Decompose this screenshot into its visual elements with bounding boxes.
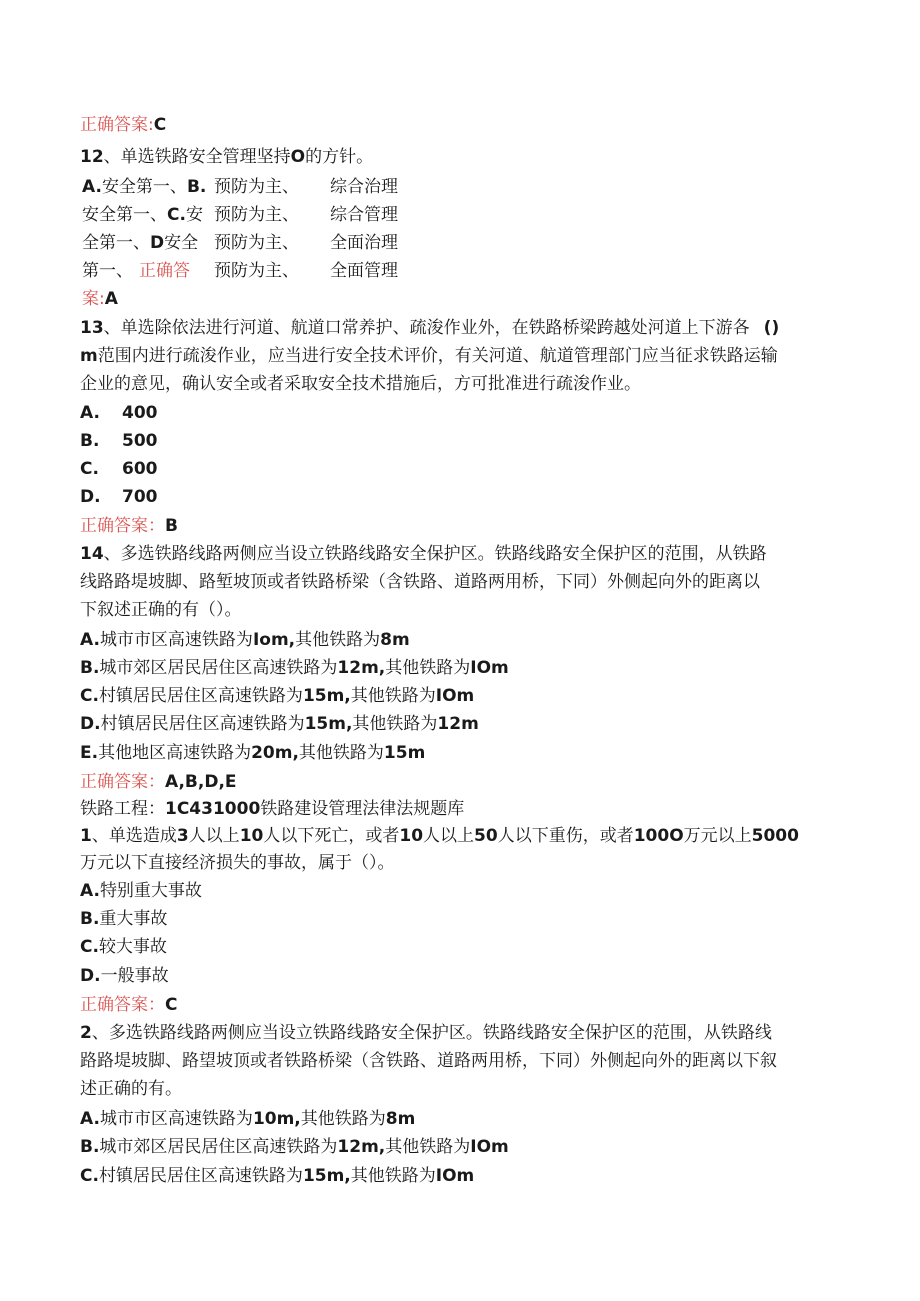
option-text: 城市市区高速铁路为: [99, 1109, 253, 1129]
s2-option-a: [80, 1109, 415, 1129]
answer-label: 正确答案：: [80, 772, 165, 792]
option-label: B.: [80, 1137, 100, 1157]
q14-answer: [80, 772, 237, 792]
q12-grid-r1-c2: 预防为主、: [214, 177, 299, 197]
option-text: 其他铁路为: [385, 1137, 471, 1157]
q13-option-b: [80, 431, 158, 451]
option-text: 较大事故: [98, 937, 167, 957]
option-label: B.: [80, 431, 100, 451]
option-value: IOm: [470, 1137, 509, 1157]
question-number-value: 100O: [633, 826, 684, 846]
answer-label: 正确答案：: [80, 516, 165, 536]
q12-grid-r2-c3: 综合管理: [330, 205, 398, 225]
opt-letter: B.: [186, 177, 207, 197]
option-text: 村镇居民居住区高速铁路为: [100, 714, 305, 734]
option-value: IOm: [435, 1166, 475, 1186]
option-label: A.: [80, 630, 100, 650]
question-14-line2: 线路路堤坡脚、路堑坡顶或者铁路桥梁（含铁路、道路两用桥，下同）外侧起向外的距离以: [80, 572, 760, 592]
s1-answer: [80, 995, 177, 1015]
option-value: Iom,: [252, 630, 296, 650]
opt-text: 第一、: [82, 261, 133, 281]
option-text: 城市郊区居民居住区高速铁路为: [99, 1137, 338, 1157]
option-text: 其他铁路为: [350, 686, 436, 706]
option-text: 600: [122, 459, 158, 479]
option-label: B.: [80, 658, 100, 678]
question-number: 13: [80, 318, 104, 338]
question-number-value: 10: [399, 826, 424, 846]
answer-label: 正确答: [139, 261, 190, 281]
s2-question-line1: [80, 1023, 772, 1043]
option-text: 重大事故: [99, 909, 168, 929]
question-text: 人以下死亡，或者: [263, 826, 400, 846]
q14-option-d: [80, 714, 479, 734]
q12-grid-r4-c2: 预防为主、: [214, 261, 299, 281]
q12-grid-r3-c3: 全面治理: [330, 233, 398, 253]
question-number-value: 5000: [751, 826, 799, 846]
option-value: 8m: [380, 630, 410, 650]
option-text: 其他铁路为: [295, 630, 381, 650]
unit: m: [80, 346, 98, 366]
s2-option-b: [80, 1137, 509, 1157]
option-text: 其他地区高速铁路为: [98, 743, 252, 763]
option-value: 15m,: [302, 686, 351, 706]
option-label: B.: [80, 909, 100, 929]
answer-value: C: [165, 995, 178, 1015]
question-text: 、多选铁路线路两侧应当设立铁路线路安全保护区。铁路线路安全保护区的范围，从铁路线: [91, 1023, 772, 1043]
opt-text: 全第一、: [82, 233, 150, 253]
option-label: D.: [80, 966, 101, 986]
question-text: 、单选铁路安全管理坚持: [103, 147, 291, 167]
section-code: 1C431000: [165, 799, 261, 819]
question-text: 、单选除依法进行河道、航道口常养护、疏浚作业外，在铁路桥梁跨越处河道上下游各: [103, 318, 750, 338]
section-title: 铁路建设管理法律法规题库: [260, 799, 465, 819]
q12-grid-r4-c3: 全面管理: [330, 261, 398, 281]
question-13-line3: 企业的意见，确认安全或者采取安全技术措施后，方可批准进行疏浚作业。: [80, 374, 641, 394]
q13-answer: [80, 516, 178, 536]
s1-option-a: [80, 881, 202, 901]
q14-option-a: [80, 630, 410, 650]
question-number-value: 10: [239, 826, 264, 846]
option-value: 8m: [385, 1109, 416, 1129]
question-14-line3: 下叙述正确的有（）。: [80, 600, 242, 620]
question-13-line1: [80, 318, 779, 338]
answer-value: A: [104, 289, 118, 309]
opt-letter: A.: [82, 177, 102, 197]
option-value: 12m: [437, 714, 479, 734]
answer-value: B: [165, 516, 178, 536]
option-label: A.: [80, 403, 100, 423]
q12-grid-r4-c1: [82, 261, 190, 281]
question-14-line1: [80, 544, 767, 564]
s1-question-line1: [80, 826, 799, 846]
question-text: 、多选铁路线路两侧应当设立铁路线路安全保护区。铁路线路安全保护区的范围，从铁路: [103, 544, 767, 564]
question-number: 12: [80, 147, 104, 167]
q12-grid-r3-c2: 预防为主、: [214, 233, 299, 253]
option-value: 10m,: [252, 1109, 301, 1129]
q13-option-d: [80, 487, 158, 507]
s2-question-line3: 述正确的有。: [80, 1079, 182, 1099]
question-13-line2: [80, 346, 778, 366]
section-heading: [80, 799, 464, 819]
section-prefix: 铁路工程：: [80, 799, 165, 819]
opt-text: 安全: [164, 233, 199, 253]
option-value: 20m,: [251, 743, 299, 763]
answer-label: 正确答案:: [80, 115, 154, 135]
answer-value: A,B,D,E: [165, 772, 237, 792]
answer-value: C: [153, 115, 167, 135]
q12-grid-r2-c2: 预防为主、: [214, 205, 299, 225]
question-number: 14: [80, 544, 104, 564]
option-text: 500: [122, 431, 158, 451]
opt-text: 安全第一、: [101, 177, 187, 197]
opt-letter: D: [150, 233, 165, 253]
option-label: D.: [80, 714, 101, 734]
option-text: 特别重大事故: [99, 881, 202, 901]
q12-grid-r1-c1: [82, 177, 206, 197]
option-text: 一般事故: [100, 966, 169, 986]
option-value: IOm: [470, 658, 509, 678]
question-blank: (): [763, 318, 780, 338]
s2-question-line2: 路路堤坡脚、路望坡顶或者铁路桥梁（含铁路、道路两用桥，下同）外侧起向外的距离以下叙: [80, 1051, 777, 1071]
option-text: 村镇居民居住区高速铁路为: [98, 686, 303, 706]
question-text: 范围内进行疏浚作业，应当进行安全技术评价，有关河道、航道管理部门应当征求铁路运输: [97, 346, 778, 366]
answer-line: [80, 115, 166, 135]
answer-label: 正确答案：: [80, 995, 165, 1015]
option-label: C.: [80, 686, 99, 706]
option-label: C.: [80, 1166, 99, 1186]
option-text: 其他铁路为: [350, 1166, 436, 1186]
question-number: 1: [80, 826, 92, 846]
question-text: 人以上: [423, 826, 475, 846]
q12-grid-r2-c1: [82, 205, 203, 225]
s1-question-line2: 万元以下直接经济损失的事故，属于（）。: [80, 853, 395, 873]
option-label: E.: [80, 743, 99, 763]
question-number: 2: [80, 1023, 92, 1043]
q12-grid-r3-c1: [82, 233, 198, 253]
option-text: 其他铁路为: [300, 1109, 386, 1129]
option-label: A.: [80, 1109, 100, 1129]
answer-label: 案:: [82, 289, 105, 309]
question-number-value: 50: [474, 826, 498, 846]
question-text-end: 的方针。: [305, 147, 374, 167]
question-text: 人以下重伤，或者: [497, 826, 634, 846]
q13-option-c: [80, 459, 158, 479]
question-text: 万元以上: [683, 826, 752, 846]
s1-option-c: [80, 937, 167, 957]
option-text: 400: [122, 403, 158, 423]
option-value: IOm: [435, 686, 475, 706]
q12-answer: [82, 289, 118, 309]
option-label: C.: [80, 937, 99, 957]
option-value: 12m,: [337, 658, 386, 678]
option-text: 其他铁路为: [385, 658, 471, 678]
opt-text: 安全第一、: [82, 205, 167, 225]
option-text: 城市市区高速铁路为: [99, 630, 253, 650]
option-value: 15m,: [302, 1166, 351, 1186]
s1-option-d: [80, 966, 169, 986]
option-text: 村镇居民居住区高速铁路为: [98, 1166, 303, 1186]
q14-option-b: [80, 658, 509, 678]
option-text: 城市郊区居民居住区高速铁路为: [99, 658, 338, 678]
option-text: 其他铁路为: [352, 714, 438, 734]
question-blank: O: [290, 147, 306, 167]
option-value: 15m,: [304, 714, 353, 734]
question-12-stem: [80, 147, 373, 167]
option-text: 其他铁路为: [298, 743, 384, 763]
q13-option-a: [80, 403, 158, 423]
option-label: A.: [80, 881, 100, 901]
q14-option-c: [80, 686, 474, 706]
option-value: 15m: [383, 743, 426, 763]
option-value: 12m,: [337, 1137, 386, 1157]
question-text: 人以上: [188, 826, 240, 846]
option-label: C.: [80, 459, 99, 479]
option-text: 700: [122, 487, 158, 507]
s2-option-c: [80, 1166, 474, 1186]
q14-option-e: [80, 743, 425, 763]
opt-text: 安: [185, 205, 203, 225]
option-label: D.: [80, 487, 101, 507]
q12-grid-r1-c3: 综合治理: [330, 177, 398, 197]
s1-option-b: [80, 909, 167, 929]
opt-letter: C.: [167, 205, 186, 225]
question-number-value: 3: [176, 826, 189, 846]
question-text: 、单选造成: [91, 826, 177, 846]
